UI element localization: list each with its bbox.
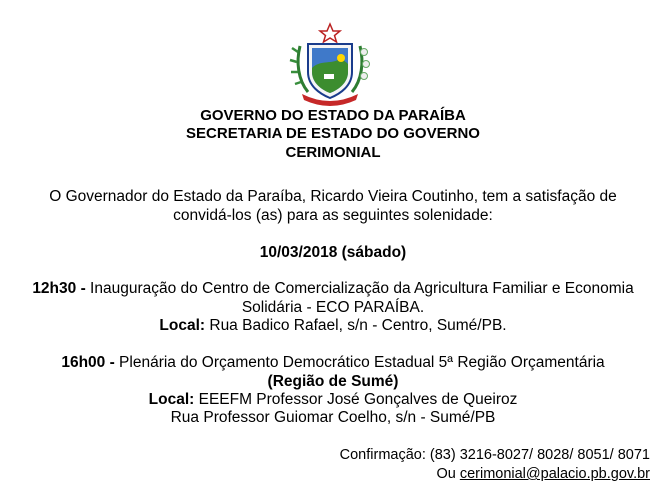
event-2-region: (Região de Sumé) [267,373,399,390]
event-1-local-label: Local: [159,317,206,334]
event-2-title-text: Plenária do Orçamento Democrático Estadual 5ª Região Orçamentária [114,354,605,371]
intro-line-2: convidá-los (as) para as seguintes solenidade: [173,207,493,224]
event-2-title [0,354,666,372]
event-1-local-text: Rua Badico Rafael, s/n - Centro, Sumé/PB. [205,317,507,334]
email-link[interactable]: cerimonial@palacio.pb.gov.br [459,466,650,482]
event-1-title-cont: Solidária - ECO PARAÍBA. [241,299,425,316]
header-government: GOVERNO DO ESTADO DA PARAÍBA [200,107,466,124]
event-2-local-label: Local: [148,391,195,408]
header-secretariat: SECRETARIA DE ESTADO DO GOVERNO [186,125,480,142]
header-ceremonial: CERIMONIAL [285,144,381,161]
event-2-time: 16h00 - [61,354,115,371]
event-2-address: Rua Professor Guiomar Coelho, s/n - Sumé/PB [170,409,496,426]
event-date: 10/03/2018 (sábado) [259,244,407,261]
or-label: Ou [436,466,460,482]
event-2-location [0,391,666,409]
confirmation-email-line [436,466,650,482]
event-2-local-text: EEEFM Professor José Gonçalves de Queiroz [194,391,518,408]
event-1-title-text: Inauguração do Centro de Comercialização da Agricultura Familiar e Economia [85,280,634,297]
event-1-title [0,280,666,298]
intro-line-1: O Governador do Estado da Paraíba, Ricardo Vieira Coutinho, tem a satisfação de [49,188,617,205]
coat-of-arms-icon [286,22,374,106]
event-1-time: 12h30 - [32,280,86,297]
event-1-location [0,317,666,335]
confirmation-phone: Confirmação: (83) 3216-8027/ 8028/ 8051/ 8071 [339,447,650,463]
